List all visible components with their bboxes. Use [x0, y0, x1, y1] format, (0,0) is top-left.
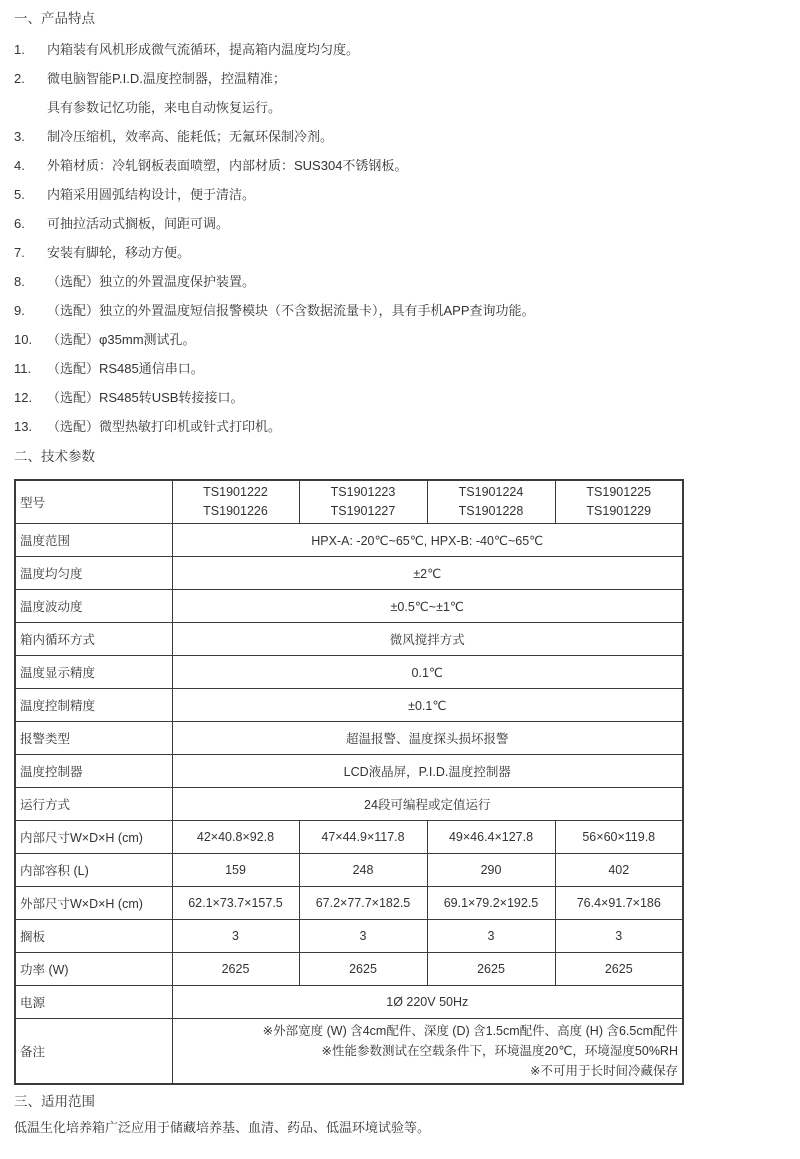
list-item-number: 2.	[14, 71, 25, 86]
section-heading-features: 一、产品特点	[14, 11, 95, 26]
spec-label-cell: 电源	[15, 986, 172, 1019]
spec-label-cell: 温度均匀度	[15, 557, 172, 590]
spec-value-cell: 3	[299, 920, 427, 953]
list-item-text: 内箱装有风机形成微气流循环，提高箱内温度均匀度。	[47, 42, 360, 57]
spec-value-cell: 248	[299, 854, 427, 887]
spec-value-cell: 3	[172, 920, 299, 953]
spec-label-cell: 功率 (W)	[15, 953, 172, 986]
list-item-number: 6.	[14, 216, 25, 231]
spec-label-cell: 报警类型	[15, 722, 172, 755]
list-item-number: 7.	[14, 245, 25, 260]
spec-value-cell: 42×40.8×92.8	[172, 821, 299, 854]
list-item-number: 9.	[14, 303, 25, 318]
list-item-text: 内箱采用圆弧结构设计，便于清洁。	[47, 187, 256, 202]
spec-value-cell: ±0.5℃~±1℃	[172, 590, 683, 623]
spec-value-cell: 69.1×79.2×192.5	[427, 887, 555, 920]
list-item-number: 3.	[14, 129, 25, 144]
list-item-number: 4.	[14, 158, 25, 173]
table-row	[15, 557, 683, 590]
table-row	[15, 722, 683, 755]
note-line: ※外部宽度 (W) 含4cm配件、深度 (D) 含1.5cm配件、高度 (H) 含6.5cm配件	[262, 1024, 678, 1038]
spec-value-cell: 0.1℃	[172, 656, 683, 689]
list-item-text: （选配）微型热敏打印机或针式打印机。	[47, 419, 282, 434]
model-number: TS1901224	[458, 485, 524, 499]
list-item-text: 安装有脚轮，移动方便。	[47, 245, 191, 260]
model-number: TS1901222	[203, 485, 268, 499]
list-item-text: （选配）φ35mm测试孔。	[47, 332, 196, 347]
list-item-text: 可抽拉活动式搁板，间距可调。	[47, 216, 230, 231]
spec-value-cell: 微风搅拌方式	[172, 623, 683, 656]
model-cell	[427, 480, 555, 524]
spec-value-cell: HPX-A: -20℃~65℃, HPX-B: -40℃~65℃	[172, 524, 683, 557]
list-item	[14, 71, 786, 87]
list-item-number: 5.	[14, 187, 25, 202]
table-row	[15, 656, 683, 689]
table-row	[15, 920, 683, 953]
model-number: TS1901227	[330, 504, 396, 518]
list-item	[14, 129, 786, 145]
spec-value-cell: 3	[555, 920, 683, 953]
specs-table	[14, 479, 684, 1085]
list-item-text: （选配）独立的外置温度短信报警模块（不含数据流量卡），具有手机APP查询功能。	[47, 303, 535, 318]
spec-value-cell: 159	[172, 854, 299, 887]
note-line: ※性能参数测试在空载条件下，环境温度20℃，环境湿度50%RH	[321, 1044, 678, 1058]
spec-label-cell: 温度范围	[15, 524, 172, 557]
spec-value-cell: 1Ø 220V 50Hz	[172, 986, 683, 1019]
spec-label-cell: 运行方式	[15, 788, 172, 821]
list-item-number: 12.	[14, 390, 33, 405]
list-item-text: 具有参数记忆功能，来电自动恢复运行。	[47, 100, 282, 115]
table-row	[15, 623, 683, 656]
list-item	[14, 216, 786, 232]
spec-value-cell: 3	[427, 920, 555, 953]
spec-value-cell: 56×60×119.8	[555, 821, 683, 854]
spec-value-cell: 67.2×77.7×182.5	[299, 887, 427, 920]
spec-value-cell: 62.1×73.7×157.5	[172, 887, 299, 920]
features-list	[14, 42, 786, 435]
spec-value-cell: 超温报警、温度探头损坏报警	[172, 722, 683, 755]
list-item	[14, 361, 786, 377]
notes-cell	[172, 1019, 683, 1085]
list-item-text: （选配）独立的外置温度保护装置。	[47, 274, 256, 289]
table-row	[15, 755, 683, 788]
model-cell	[555, 480, 683, 524]
list-item-number: 11.	[14, 361, 32, 376]
table-row	[15, 821, 683, 854]
table-row	[15, 788, 683, 821]
list-item	[14, 332, 786, 348]
spec-value-cell: 2625	[555, 953, 683, 986]
spec-label-cell: 温度显示精度	[15, 656, 172, 689]
spec-value-cell: LCD液晶屏，P.I.D.温度控制器	[172, 755, 683, 788]
table-row	[15, 986, 683, 1019]
list-item-number: 8.	[14, 274, 25, 289]
spec-label-cell: 温度控制器	[15, 755, 172, 788]
model-cell	[172, 480, 299, 524]
spec-value-cell: ±0.1℃	[172, 689, 683, 722]
list-item-number: 1.	[14, 42, 25, 57]
list-item-text: 微电脑智能P.I.D.温度控制器，控温精准；	[47, 71, 286, 86]
list-item-text: （选配）RS485转USB转接接口。	[47, 390, 244, 405]
list-item-number	[14, 100, 47, 116]
table-row	[15, 524, 683, 557]
table-row	[15, 953, 683, 986]
list-item	[14, 274, 786, 290]
note-line: ※不可用于长时间冷藏保存	[530, 1064, 678, 1078]
table-row	[15, 887, 683, 920]
model-number: TS1901223	[330, 485, 396, 499]
table-row-models	[15, 480, 683, 524]
spec-value-cell: 2625	[427, 953, 555, 986]
spec-label-cell: 内部容积 (L)	[15, 854, 172, 887]
table-row	[15, 689, 683, 722]
list-item-text: （选配）RS485通信串口。	[47, 361, 204, 376]
list-item-text: 制冷压缩机，效率高、能耗低；无氟环保制冷剂。	[47, 129, 334, 144]
list-item	[14, 100, 786, 116]
list-item	[14, 187, 786, 203]
list-item-number: 10.	[14, 332, 33, 347]
spec-label-cell: 备注	[15, 1019, 172, 1085]
table-row	[15, 590, 683, 623]
spec-value-cell: 49×46.4×127.8	[427, 821, 555, 854]
spec-label-cell: 搁板	[15, 920, 172, 953]
model-number: TS1901226	[203, 504, 268, 518]
spec-value-cell: 402	[555, 854, 683, 887]
list-item-number: 13.	[14, 419, 33, 434]
model-cell	[299, 480, 427, 524]
table-row	[15, 854, 683, 887]
model-number: TS1901229	[586, 504, 652, 518]
model-number: TS1901228	[458, 504, 524, 518]
list-item-text: 外箱材质：冷轧钢板表面喷塑，内部材质：SUS304不锈钢板。	[47, 158, 408, 173]
list-item	[14, 390, 786, 406]
section-heading-scope: 三、适用范围	[14, 1094, 95, 1109]
spec-label-cell: 箱内循环方式	[15, 623, 172, 656]
list-item	[14, 158, 786, 174]
list-item	[14, 245, 786, 261]
spec-value-cell: 76.4×91.7×186	[555, 887, 683, 920]
spec-label-cell: 型号	[15, 480, 172, 524]
spec-value-cell: 290	[427, 854, 555, 887]
list-item	[14, 42, 786, 58]
spec-value-cell: 2625	[172, 953, 299, 986]
spec-label-cell: 温度波动度	[15, 590, 172, 623]
list-item	[14, 303, 786, 319]
spec-label-cell: 外部尺寸W×D×H (cm)	[15, 887, 172, 920]
spec-value-cell: 2625	[299, 953, 427, 986]
spec-label-cell: 温度控制精度	[15, 689, 172, 722]
spec-value-cell: 24段可编程或定值运行	[172, 788, 683, 821]
section-heading-specs: 二、技术参数	[14, 449, 95, 464]
table-row	[15, 1019, 683, 1085]
scope-text: 低温生化培养箱广泛应用于储藏培养基、血清、药品、低温环境试验等。	[14, 1120, 431, 1135]
model-number: TS1901225	[586, 485, 652, 499]
spec-label-cell: 内部尺寸W×D×H (cm)	[15, 821, 172, 854]
spec-value-cell: 47×44.9×117.8	[299, 821, 427, 854]
list-item	[14, 419, 786, 435]
spec-value-cell: ±2℃	[172, 557, 683, 590]
